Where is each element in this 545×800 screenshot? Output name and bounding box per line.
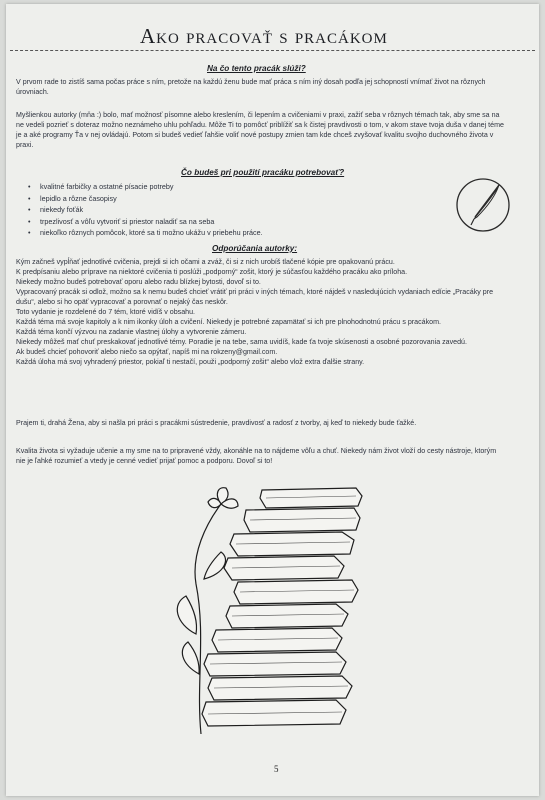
recommendation-line: Niekedy možno budeš potrebovať oporu alebo radu blízkej bytosti, dovoľ si to. xyxy=(16,278,261,286)
list-item: • niekedy foťák xyxy=(28,204,263,216)
title-divider xyxy=(10,50,535,51)
recommendations-block xyxy=(16,257,508,367)
list-item: • trpezlivosť a vôľu vytvoriť si priestor naladiť sa na seba xyxy=(28,216,263,228)
list-item: • lepidlo a rôzne časopisy xyxy=(28,193,263,205)
recommendation-line: Niekedy môžeš mať chuť preskakovať jednotlivé témy. Poradie je na tebe, sama uvidíš, kade ťa tvoje skúsenosti a osobné pozorovania zavedú. xyxy=(16,338,467,346)
recommendation-line: Kým začneš vypĺňať jednotlivé cvičenia, prejdi si ich očami a zváž, či si z nich urobíš tlačené kópie pre opakovanú prácu. xyxy=(16,258,395,266)
pen-nib-icon xyxy=(455,177,511,233)
section-heading-needs: Čo budeš pri použití pracáku potrebovať? xyxy=(181,168,345,177)
paragraph-purpose-1: V prvom rade to zistíš sama počas práce s ním, pretože na každú ženu bude mať práca s ním iný dosah podľa jej schopností vnímať život na rôznych úrovniach. xyxy=(16,78,486,96)
recommendation-line: K predpísaniu alebo príprave na niektoré cvičenia ti poslúži „podporný“ zošit, ktorý je súčasťou každého pracáku ako príloha. xyxy=(16,268,408,276)
recommendation-line: Ak budeš chcieť pohovoriť alebo niečo sa opýtať, napíš mi na rokzeny@gmail.com. xyxy=(16,348,278,356)
section-heading-recommendations: Odporúčania autorky: xyxy=(212,244,298,253)
stacked-books-illustration xyxy=(166,484,376,734)
list-item: • niekoľko rôznych pomôcok, ktoré sa ti možno ukážu v priebehu práce. xyxy=(28,227,263,239)
page-number: 5 xyxy=(274,764,279,774)
recommendation-line: Každá téma končí výzvou na zadanie vlastnej úlohy a vytvorenie zámeru. xyxy=(16,328,247,336)
needs-list xyxy=(28,181,263,239)
closing-paragraph: Kvalita života si vyžaduje učenie a my sme na to pripravené vždy, akonáhle na to nájdeme vôľu a chuť. Niekedy nám život vloží do cesty nástroje, ktorým nie je ľahké rozumieť a vtedy je cenné vedieť prijať pomoc a podporu. Dovoľ si to! xyxy=(16,447,497,465)
recommendation-line: Každá téma má svoje kapitoly a k nim ikonky úloh a cvičení. Niekedy je potrebné zapamätať si ich pre plnohodnotnú prácu s pracákom. xyxy=(16,318,441,326)
recommendation-line: Toto vydanie je rozdelené do 7 tém, ktoré vidíš v obsahu. xyxy=(16,308,196,316)
recommendation-line: Vypracovaný pracák si odlož, možno sa k nemu budeš chcieť vrátiť pri práci v iných témach, ktoré nájdeš v nasledujúcich vydaniach edície „Pracáky pre dušu“, alebo si ho opäť vypracovať a porovnať o nejaký čas neskôr. xyxy=(16,288,494,306)
closing-wish: Prajem ti, drahá Žena, aby si našla pri práci s pracákmi sústredenie, pravdivosť a radosť z tvorby, aj keď to niekedy bude ťažké. xyxy=(16,419,417,427)
page-title: Ako pracovať s pracákom xyxy=(140,24,388,48)
section-heading-purpose: Na čo tento pracák slúži? xyxy=(207,64,306,73)
recommendation-line: Každá úloha má svoj vyhradený priestor, pokiaľ ti nestačí, použi „podporný zošit“ alebo vlož extra ďalšie strany. xyxy=(16,358,365,366)
document-page xyxy=(6,4,539,796)
list-item: • kvalitné farbičky a ostatné písacie potreby xyxy=(28,181,263,193)
paragraph-purpose-2: Myšlienkou autorky (mňa :) bolo, mať možnosť písomne alebo kreslením, či lepením a cvičeniami v praxi, zažiť seba v rôznych témach tak, aby sme sa na ne vedeli pozrieť s doteraz možno neznámeho uhlu pohľadu. Môže Ti to pomôcť priblížiť sa k čistej pravdivosti o tom, v akom stave tvoja duša v danej téme je a aké programy Ťa v nej ovládajú. Potom si budeš vedieť ľahšie voliť nové postupy zmien tam kde chceš zvyšovať kvalitu svojho duchovného života v praxi. xyxy=(16,111,504,149)
